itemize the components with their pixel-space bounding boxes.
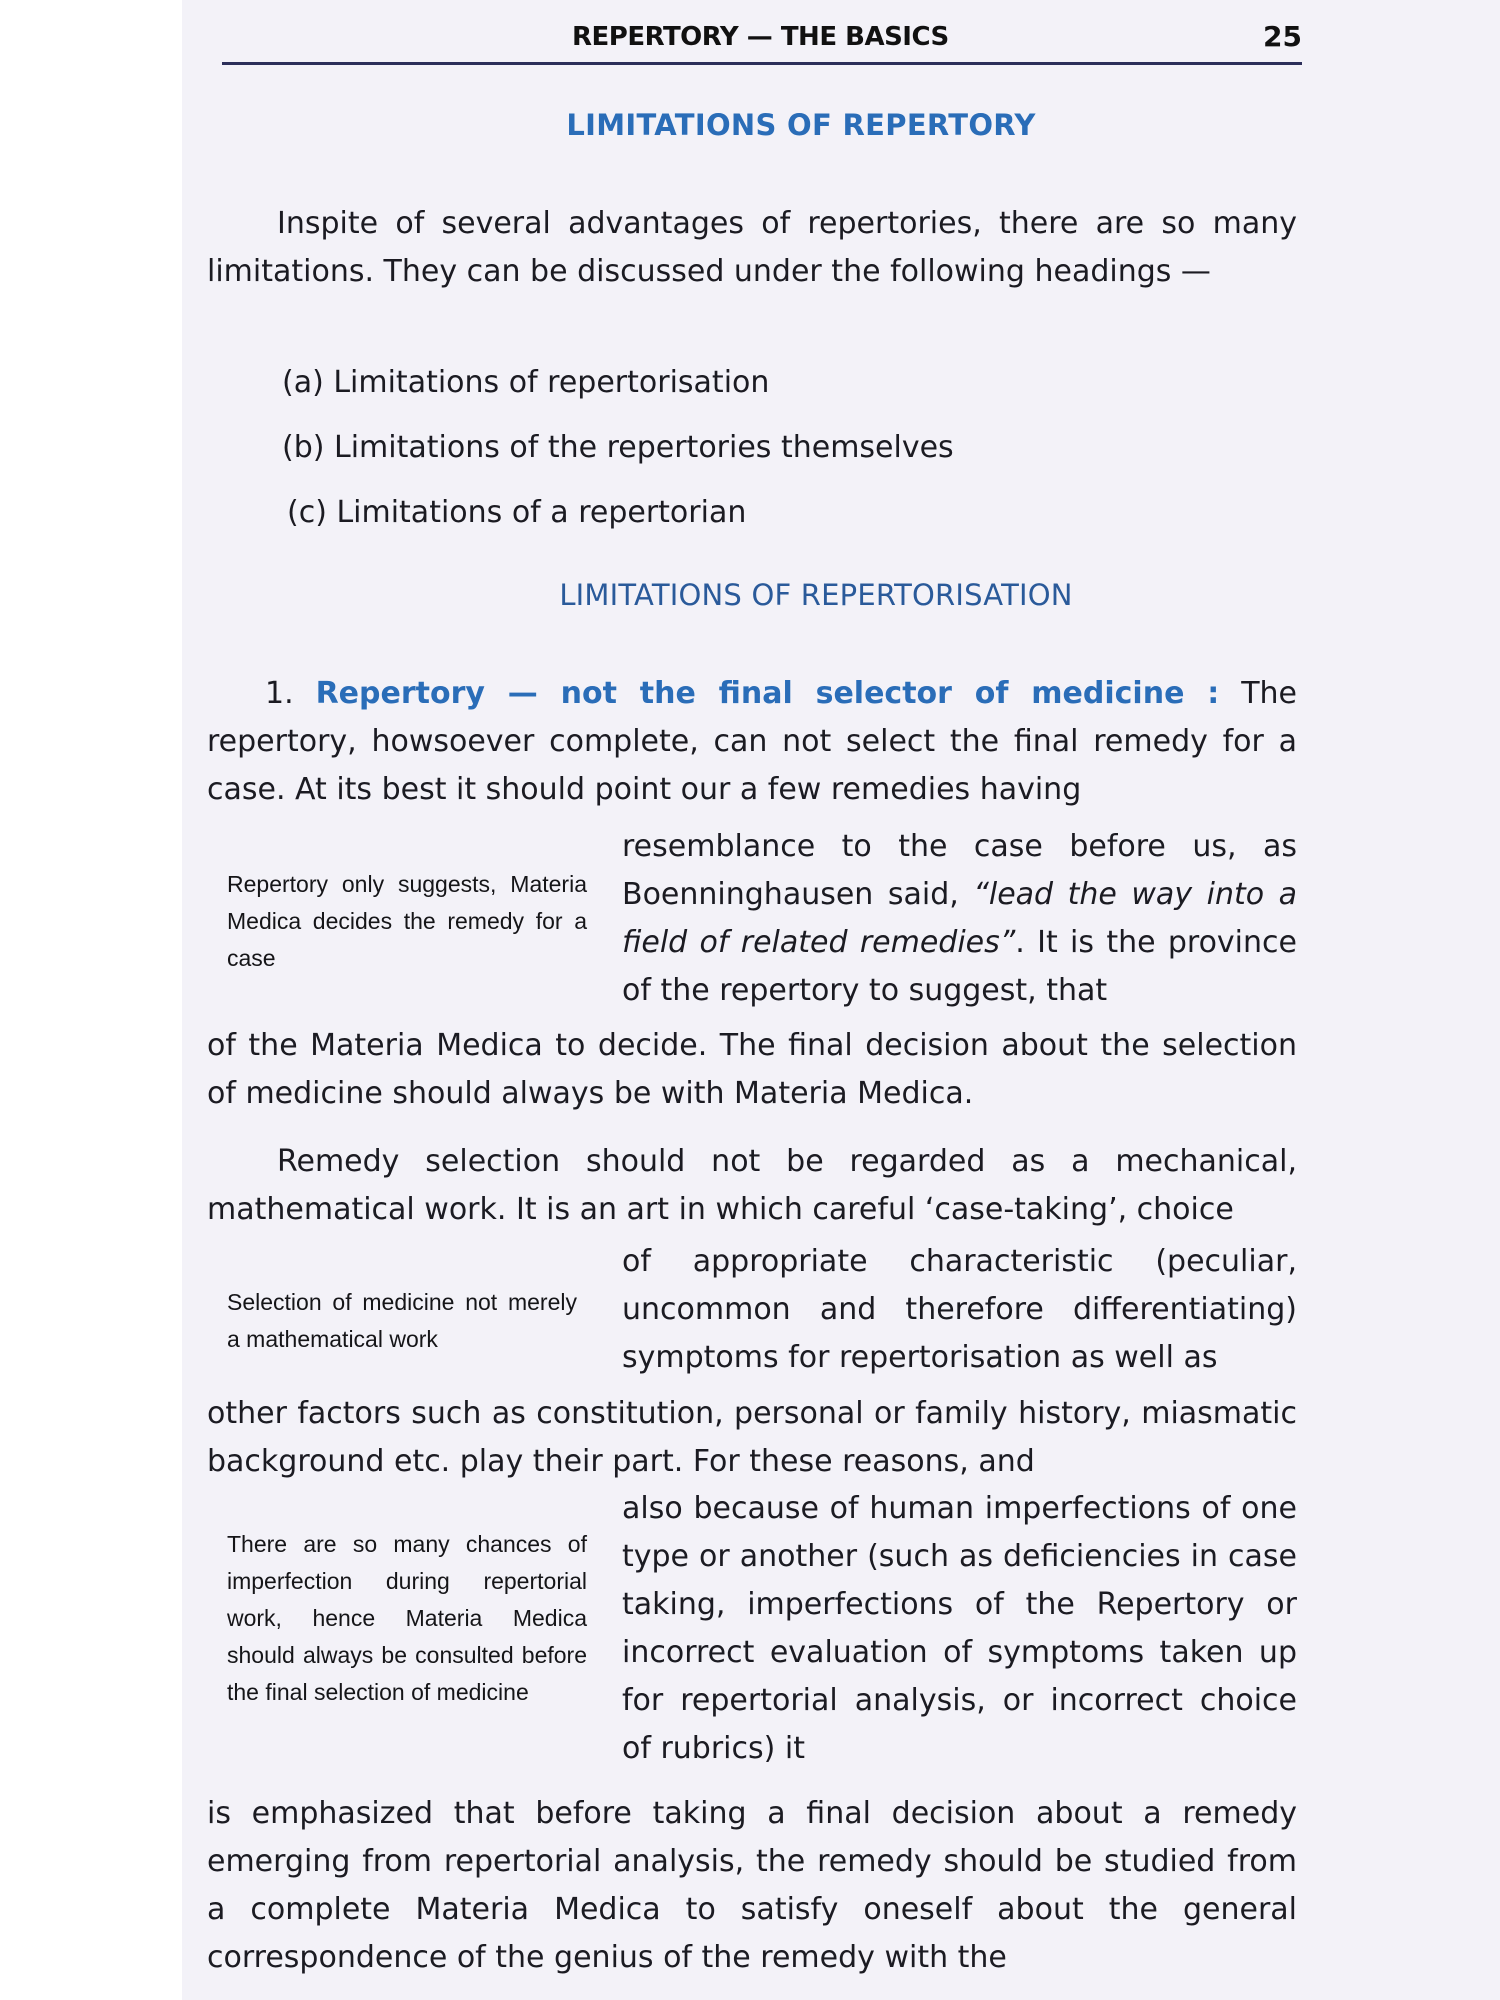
section-heading: LIMITATIONS OF REPERTORY	[566, 108, 1036, 142]
subsection-heading: LIMITATIONS OF REPERTORISATION	[559, 578, 1073, 612]
side-note-3: There are so many chances of imperfection during repertorial work, hence Materia Medica should always be consulted before the final selection of medicine	[227, 1531, 587, 1705]
section1-tail-text: of the Materia Medica to decide. The final decision about the selection of medicine should always be with Materia Medica.	[207, 1028, 1297, 1111]
book-page	[182, 0, 1500, 2000]
paragraph3-column-text: also because of human imperfections of one type or another (such as deficiencies in case taking, imperfections of the Repertory or incorrect evaluation of symptoms taken up for repertorial analysis, or incorrect choice of rubrics) it	[622, 1491, 1297, 1766]
section1-heading: Repertory — not the final selector of medicine :	[315, 676, 1220, 711]
page-number: 25	[1263, 20, 1302, 53]
side-note-2: Selection of medicine not merely a mathematical work	[227, 1289, 577, 1352]
intro-paragraph: Inspite of several advantages of repertories, there are so many limitations. They can be discussed under the following headings —	[207, 206, 1297, 289]
paragraph2-column-text: of appropriate characteristic (peculiar, uncommon and therefore differentiating) symptoms for repertorisation as well as	[622, 1244, 1297, 1375]
section1-number: 1.	[265, 676, 294, 711]
section1-lead-text: The repertory, howsoever complete, can not select the final remedy for a case. At its best it should point our a few remedies having	[207, 676, 1297, 807]
section1-paragraph	[207, 670, 1297, 814]
paragraph2-tail-text: other factors such as constitution, personal or family history, miasmatic background etc. play their part. For these reasons, and	[207, 1396, 1297, 1479]
paragraph2: Remedy selection should not be regarded as a mechanical, mathematical work. It is an art in which careful ‘case-taking’, choice	[207, 1144, 1297, 1227]
list-item-b: (b) Limitations of the repertories themselves	[282, 430, 954, 465]
list-item-a: (a) Limitations of repertorisation	[282, 365, 770, 400]
side-note-1: Repertory only suggests, Materia Medica decides the remedy for a case	[227, 871, 587, 971]
page-header	[222, 20, 1302, 65]
section1-column-text: resemblance to the case before us, as Boenninghausen said, “lead the way into a field of related remedies”. It is the province of the repertory to suggest, that	[622, 829, 1297, 1008]
running-header-title: REPERTORY — THE BASICS	[572, 22, 949, 52]
paragraph3-tail-text: is emphasized that before taking a final decision about a remedy emerging from repertorial analysis, the remedy should be studied from a complete Materia Medica to satisfy oneself about the general correspondence of the genius of the remedy with the	[207, 1796, 1297, 1975]
list-item-c: (c) Limitations of a repertorian	[287, 495, 747, 530]
boenninghausen-quote: “lead the way into a field of related remedies”	[622, 877, 1297, 960]
